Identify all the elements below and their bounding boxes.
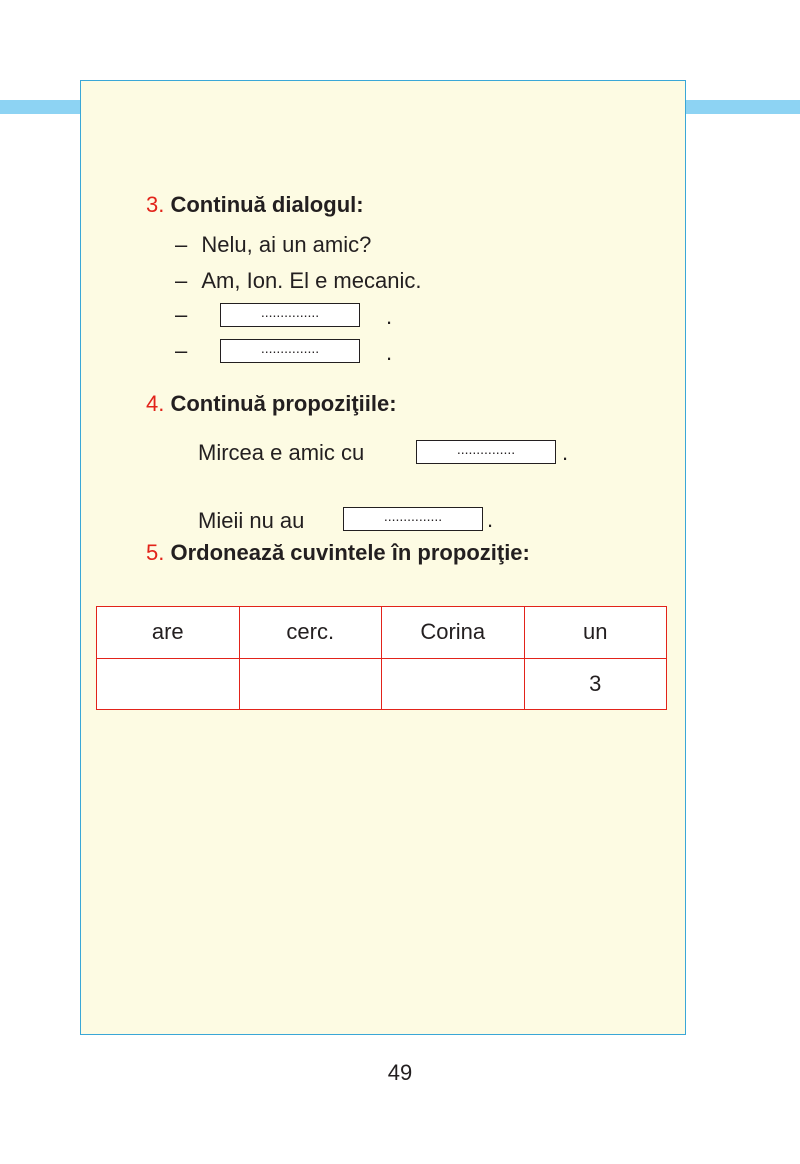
dialog-line-2 [175, 268, 421, 294]
exercise-3-heading [146, 192, 364, 218]
word-cell: un [524, 607, 667, 659]
exercise-3-number: 3. [146, 192, 165, 217]
dialog-dash: – [175, 232, 188, 257]
order-cell[interactable] [382, 658, 525, 710]
exercise-5-heading [146, 540, 530, 566]
sentence-1-text: Mircea e amic cu [198, 440, 365, 465]
dialog-line-3-period: . [386, 304, 393, 329]
dialog-answer-field-1[interactable]: ............... [220, 303, 360, 327]
dialog-line-3-dash: – [175, 302, 188, 327]
exercise-4-heading [146, 391, 397, 417]
dialog-answer-field-2[interactable]: ............... [220, 339, 360, 363]
dialog-dash: – [175, 268, 188, 293]
sentence-1-period: . [562, 440, 569, 465]
sentence-2-period: . [487, 507, 494, 532]
word-order-table [96, 606, 667, 710]
table-row-words [97, 607, 667, 659]
word-cell: cerc. [239, 607, 382, 659]
dialog-line-4-dash: – [175, 338, 188, 363]
dialog-text: Am, Ion. El e mecanic. [201, 268, 422, 293]
exercise-3-title: Continuă dialogul: [170, 192, 364, 217]
dialog-line-4-period: . [386, 340, 393, 365]
sentence-2-text: Mieii nu au [198, 508, 305, 533]
order-cell[interactable] [97, 658, 240, 710]
order-cell[interactable]: 3 [524, 658, 667, 710]
word-cell: are [97, 607, 240, 659]
dialog-line-1 [175, 232, 371, 258]
header-band-left [0, 100, 81, 114]
exercise-5-number: 5. [146, 540, 165, 565]
sentence-1-answer-field[interactable]: ............... [416, 440, 556, 464]
exercise-5-title: Ordonează cuvintele în propoziţie: [170, 540, 530, 565]
exercise-4-title: Continuă propoziţiile: [170, 391, 397, 416]
page-number: 49 [387, 1060, 413, 1085]
dialog-text: Nelu, ai un amic? [201, 232, 372, 257]
table-row-order [97, 658, 667, 710]
order-cell[interactable] [239, 658, 382, 710]
exercise-4-number: 4. [146, 391, 165, 416]
sentence-2-answer-field[interactable]: ............... [343, 507, 483, 531]
header-band-right [686, 100, 800, 114]
word-cell: Corina [382, 607, 525, 659]
